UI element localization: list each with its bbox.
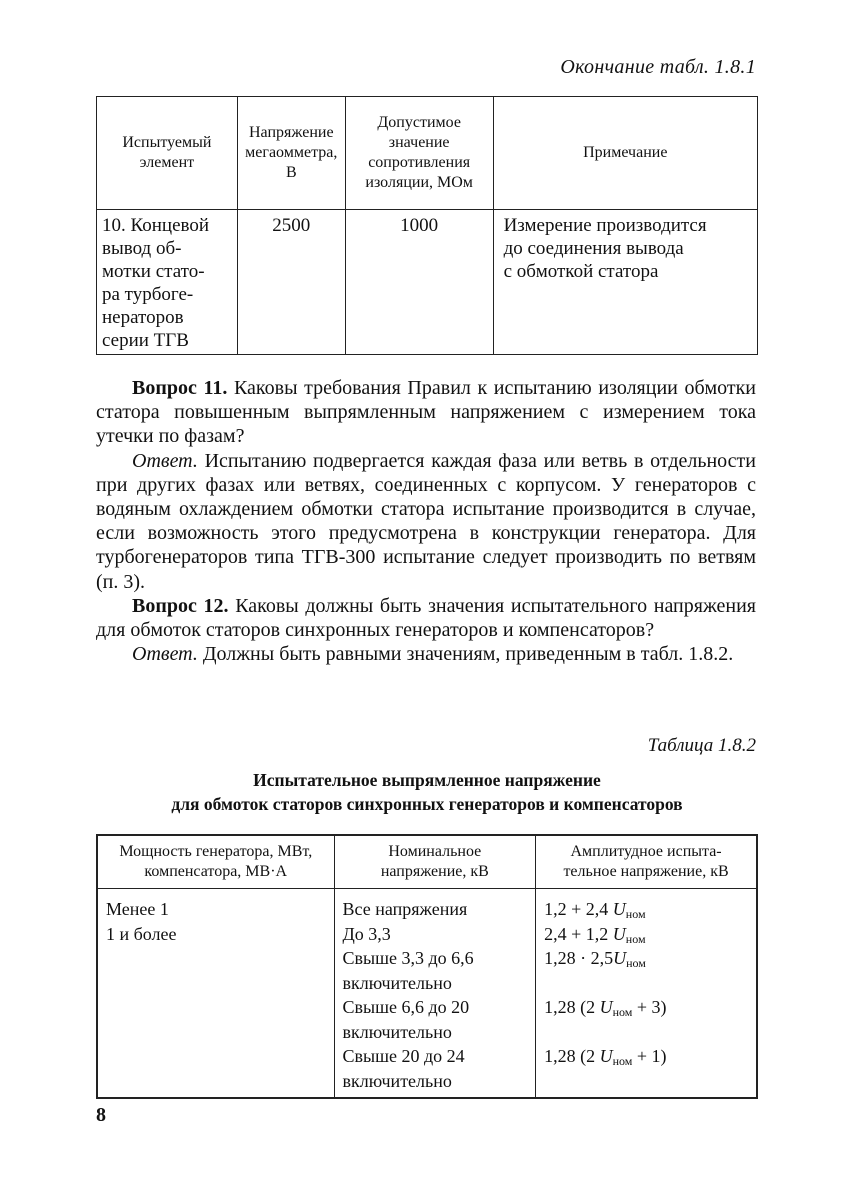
question-11-label: Вопрос 11. <box>132 377 228 399</box>
cell-nominal <box>334 889 536 1099</box>
answer-11-label: Ответ. <box>132 449 198 472</box>
nominal-line: включительно <box>342 1021 452 1042</box>
header-nominal <box>334 835 536 889</box>
formula-text: + 1) <box>632 1046 667 1066</box>
formula-u: U <box>599 1046 613 1066</box>
table-header-row <box>97 97 758 210</box>
header-element: Испытуемый элемент <box>97 97 238 210</box>
test-voltage-line <box>544 946 748 971</box>
answer-12-text: Должны быть равными значениям, приведенным в табл. 1.8.2. <box>197 643 734 666</box>
spacer-line <box>544 1020 748 1045</box>
table-1-8-2-label: Таблица 1.8.2 <box>647 735 756 756</box>
nominal-line: Свыше 20 до 24 <box>342 1046 465 1066</box>
formula-text: 1,2 + 2,4 <box>544 899 613 919</box>
test-voltage-line <box>544 1044 748 1069</box>
nominal-line: включительно <box>342 1070 452 1091</box>
title-line: для обмоток статоров синхронных генераторов и компенсаторов <box>171 794 683 814</box>
formula-text: 1,28 · 2,5 <box>544 948 614 968</box>
spacer-line <box>544 1069 748 1094</box>
element-line: 10. Концевой <box>102 215 210 236</box>
header-line: компенсатора, МВ·А <box>144 863 288 880</box>
formula-text: + 3) <box>632 997 667 1017</box>
formula-text: 2,4 + 1,2 <box>544 923 613 944</box>
header-resistance: Допустимое значение сопротивления изоляции, МОм <box>345 97 493 210</box>
element-line: вывод об- <box>102 238 182 259</box>
element-line: серии ТГВ <box>102 330 189 351</box>
table-continuation-label: Окончание табл. 1.8.1 <box>560 56 756 78</box>
note-line: Измерение производится <box>503 215 707 236</box>
answer-12-label: Ответ. <box>132 643 198 666</box>
cell-element <box>97 210 238 355</box>
formula-text: 1,28 (2 <box>544 997 600 1017</box>
nominal-line: Все напряжения <box>342 899 468 919</box>
question-11 <box>96 376 756 449</box>
power-line: 1 и более <box>106 923 177 944</box>
test-voltage-line <box>544 922 748 947</box>
formula-u: U <box>612 899 626 919</box>
page-number: 8 <box>96 1104 106 1126</box>
table-header-row <box>97 835 757 889</box>
formula-u: U <box>599 997 613 1017</box>
spacer-line <box>544 971 748 996</box>
header-line: тельное напряжение, кВ <box>563 863 729 880</box>
title-line: Испытательное выпрямленное напряжение <box>253 770 601 790</box>
header-voltage: Напряжение мегаомметра, В <box>237 97 345 210</box>
formula-sub: ном <box>612 1054 633 1068</box>
header-line: Номинальное <box>388 843 482 860</box>
question-12-label: Вопрос 12. <box>132 594 229 617</box>
header-test-voltage <box>536 835 757 889</box>
nominal-line: включительно <box>342 972 452 993</box>
test-voltage-line <box>544 897 748 922</box>
cell-power <box>97 889 334 1099</box>
power-line: Менее 1 <box>106 899 169 919</box>
answer-11-text: Испытанию подвергается каждая фаза или ветвь в отдельности при других фазах или ветвях, соединенных с корпусом. У генераторов с водяным охлаждением обмотки статора испытание производится в случае, если возможность этого предусмотрена в конструкции генератора. Для турбогенераторов типа ТГВ-300 испытание следует производить по ветвям (п. 3). <box>96 449 756 593</box>
question-12-text: Каковы должны быть значения испытательного напряжения для обмоток статоров синхронных генераторов и компенсаторов? <box>96 594 756 642</box>
nominal-line: До 3,3 <box>342 923 391 944</box>
element-line: мотки стато- <box>102 261 205 282</box>
table-1-8-1 <box>96 96 758 355</box>
header-note: Примечание <box>493 97 757 210</box>
header-power <box>97 835 334 889</box>
nominal-line: Свыше 6,6 до 20 <box>342 997 470 1017</box>
note-line: до соединения вывода <box>503 238 684 259</box>
formula-sub: ном <box>625 907 646 921</box>
formula-sub: ном <box>625 931 646 946</box>
cell-resistance: 1000 <box>345 210 493 355</box>
cell-note <box>493 210 757 355</box>
qa-section-11 <box>96 376 756 666</box>
header-line: Амплитудное испыта- <box>570 843 722 860</box>
header-line: Мощность генератора, МВт, <box>119 843 313 860</box>
question-12 <box>96 594 756 642</box>
answer-11 <box>96 449 756 594</box>
cell-test-voltage <box>536 889 757 1099</box>
table-1-8-2-title <box>96 768 758 816</box>
header-line: напряжение, кВ <box>380 863 489 880</box>
nominal-line: Свыше 3,3 до 6,6 <box>342 948 474 968</box>
formula-u: U <box>613 948 627 968</box>
formula-u: U <box>612 923 626 944</box>
element-line: нераторов <box>102 307 184 328</box>
question-11-text: Каковы требования Правил к испытанию изоляции обмотки статора повышенным выпрямленным напряжением с измерением тока утечки по фазам? <box>96 377 756 448</box>
test-voltage-line <box>544 995 748 1020</box>
table-row <box>97 210 758 355</box>
element-line: ра турбоге- <box>102 284 194 305</box>
answer-12 <box>96 642 756 666</box>
formula-sub: ном <box>612 1005 633 1019</box>
cell-voltage: 2500 <box>237 210 345 355</box>
formula-sub: ном <box>626 956 646 970</box>
table-1-8-2 <box>96 834 758 1099</box>
note-line: с обмоткой статора <box>503 261 659 282</box>
table-row <box>97 889 757 1099</box>
formula-text: 1,28 (2 <box>544 1046 600 1066</box>
